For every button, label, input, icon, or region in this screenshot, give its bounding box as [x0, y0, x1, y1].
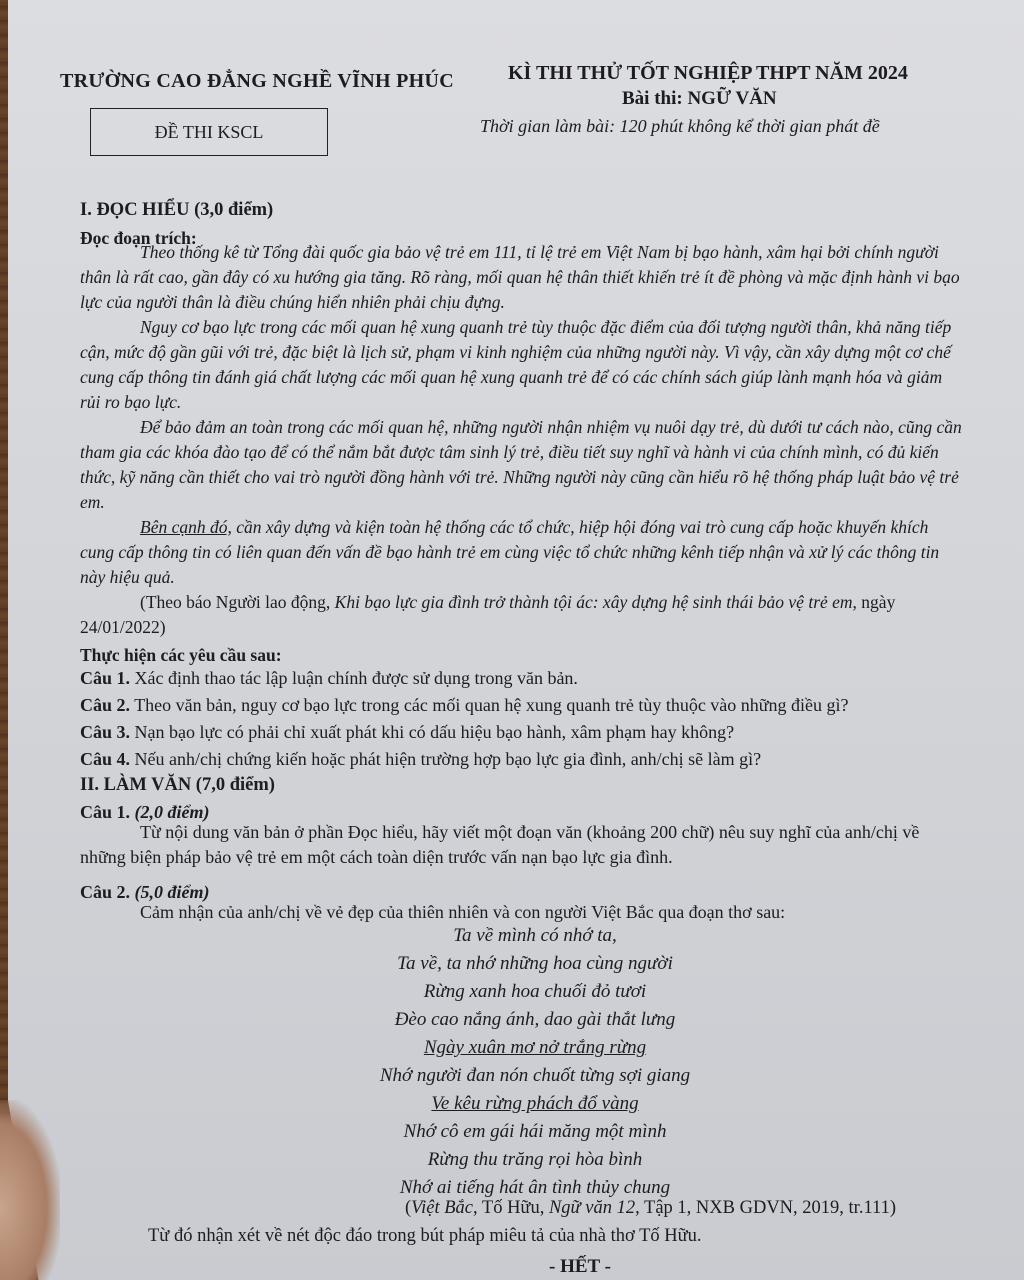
poem-line: Ngày xuân mơ nở trắng rừng — [423, 1037, 647, 1058]
poem-line: Ve kêu rừng phách đổ vàng — [431, 1093, 639, 1114]
question-label: Câu 1. — [80, 668, 131, 688]
question-label: Câu 4. — [80, 749, 131, 769]
passage-paragraph-3: Để bảo đảm an toàn trong các mối quan hệ, những người nhận nhiệm vụ nuôi dạy trẻ, dù dưới tư cách nào, cũng cần tham gia các khóa đào tạo để có thể nắm bắt được tâm sinh lý trẻ, điều tiết suy nghĩ và hành vi của chính mình, có đủ kiến thức, kỹ năng cần thiết cho vai trò người đồng hành với trẻ. Những người này cũng cần hiểu rõ hệ thống pháp luật bảo vệ trẻ em. — [80, 417, 962, 512]
essay-q1-points: (2,0 điểm) — [134, 802, 210, 822]
essay-question-1-text: Từ nội dung văn bản ở phần Đọc hiểu, hãy viết một đoạn văn (khoảng 200 chữ) nêu suy nghĩ của anh/chị về những biện pháp bảo vệ trẻ em một cách toàn diện trước vấn nạn bạo lực gia đình. — [80, 822, 920, 867]
task-label: Thực hiện các yêu cầu sau: — [80, 645, 282, 665]
exam-code-label: ĐỀ THI KSCL — [154, 121, 264, 142]
passage-source — [80, 590, 966, 640]
closing-instruction: Từ đó nhận xét về nét độc đáo trong bút pháp miêu tả của nhà thơ Tố Hữu. — [148, 1226, 702, 1246]
poem-line: Nhớ ai tiếng hát ân tình thủy chung — [399, 1177, 671, 1198]
source-title: Khi bạo lực gia đình trở thành tội ác: xây dựng hệ sinh thái bảo vệ trẻ em — [334, 592, 853, 612]
poem-line: Nhớ cô em gái hái măng một mình — [403, 1121, 667, 1142]
question-label: Câu 3. — [80, 722, 131, 742]
essay-question-2-text: Cảm nhận của anh/chị về vẻ đẹp của thiên nhiên và con người Việt Bắc qua đoạn thơ sau: — [140, 902, 786, 922]
exam-subject: Bài thi: NGỮ VĂN — [622, 88, 777, 109]
passage-paragraph-1: Theo thống kê từ Tổng đài quốc gia bảo vệ trẻ em 111, tỉ lệ trẻ em Việt Nam bị bạo hành, xâm hại bởi chính người thân là rất cao, gần đây có xu hướng gia tăng. Rõ ràng, mối quan hệ thân thiết khiến trẻ ít đề phòng và mặc định hành vi bạo lực của người thân là điều chúng hiển nhiên phải chịu đựng. — [80, 242, 960, 312]
essay-q2-label: Câu 2. — [80, 882, 131, 902]
poem-citation — [405, 1198, 896, 1219]
passage-label: Đọc đoạn trích: — [80, 228, 197, 248]
citation-book: Ngữ văn 12 — [548, 1198, 636, 1218]
exam-code-box — [90, 108, 328, 156]
part1-heading: I. ĐỌC HIỂU (3,0 điểm) — [80, 200, 274, 220]
source-prefix: (Theo báo Người lao động, — [140, 592, 335, 612]
question-4 — [80, 747, 966, 772]
underlined-phrase: Bên cạnh đó, — [140, 517, 232, 537]
poem-line: Rừng thu trăng rọi hòa bình — [427, 1149, 643, 1170]
citation-mid: , Tố Hữu, — [472, 1198, 549, 1218]
question-1 — [80, 666, 966, 691]
poem-line: Nhớ người đan nón chuốt từng sợi giang — [379, 1065, 691, 1086]
passage-paragraph-4 — [80, 515, 966, 590]
question-3 — [80, 720, 966, 745]
exam-title: KÌ THI THỬ TỐT NGHIỆP THPT NĂM 2024 — [508, 62, 908, 84]
school-name: TRƯỜNG CAO ĐẲNG NGHỀ VĨNH PHÚC — [60, 70, 455, 92]
part2-heading: II. LÀM VĂN (7,0 điểm) — [80, 775, 275, 795]
question-text: Theo văn bản, nguy cơ bạo lực trong các mối quan hệ xung quanh trẻ tùy thuộc vào những điều gì? — [130, 695, 849, 715]
passage-paragraph-2: Nguy cơ bạo lực trong các mối quan hệ xung quanh trẻ tùy thuộc đặc điểm của đối tượng người thân, khả năng tiếp cận, mức độ gần gũi với trẻ, đặc biệt là lịch sử, phạm vi kinh nghiệm của những người này. Vì vậy, cần xây dựng một cơ chế cung cấp thông tin đánh giá chất lượng các mối quan hệ xung quanh trẻ để có các chính sách giúp lành mạnh hóa và giảm rủi ro bạo lực. — [80, 317, 952, 412]
question-2 — [80, 693, 966, 718]
question-label: Câu 2. — [80, 695, 131, 715]
poem-line: Ta về mình có nhớ ta, — [453, 925, 617, 946]
time-info: Thời gian làm bài: 120 phút không kể thời gian phát đề — [480, 116, 880, 136]
source-suffix: , ngày 24/01/2022) — [80, 592, 896, 637]
essay-q2-points: (5,0 điểm) — [134, 882, 210, 902]
essay-q1-label: Câu 1. — [80, 802, 131, 822]
end-marker: - HẾT - — [549, 1256, 611, 1277]
poem-line: Đèo cao nắng ánh, dao gài thắt lưng — [394, 1009, 676, 1030]
citation-open: ( — [405, 1198, 412, 1218]
poem-line: Rừng xanh hoa chuối đỏ tươi — [423, 981, 647, 1002]
citation-rest: , Tập 1, NXB GDVN, 2019, tr.111) — [635, 1198, 896, 1218]
question-text: Nếu anh/chị chứng kiến hoặc phát hiện trường hợp bạo lực gia đình, anh/chị sẽ làm gì? — [130, 749, 762, 769]
question-text: Xác định thao tác lập luận chính được sử dụng trong văn bản. — [130, 668, 578, 688]
paragraph-4-rest: cần xây dựng và kiện toàn hệ thống các tổ chức, hiệp hội đóng vai trò cung cấp hoặc khuyến khích cung cấp thông tin có liên quan đến vấn đề bạo hành trẻ em cùng việc tổ chức những kênh tiếp nhận và xử lý các thông tin này hiệu quả. — [80, 517, 940, 587]
citation-work: Việt Bắc — [411, 1198, 473, 1218]
question-text: Nạn bạo lực có phải chỉ xuất phát khi có dấu hiệu bạo hành, xâm phạm hay không? — [130, 722, 735, 742]
poem-line: Ta về, ta nhớ những hoa cùng người — [397, 953, 673, 974]
